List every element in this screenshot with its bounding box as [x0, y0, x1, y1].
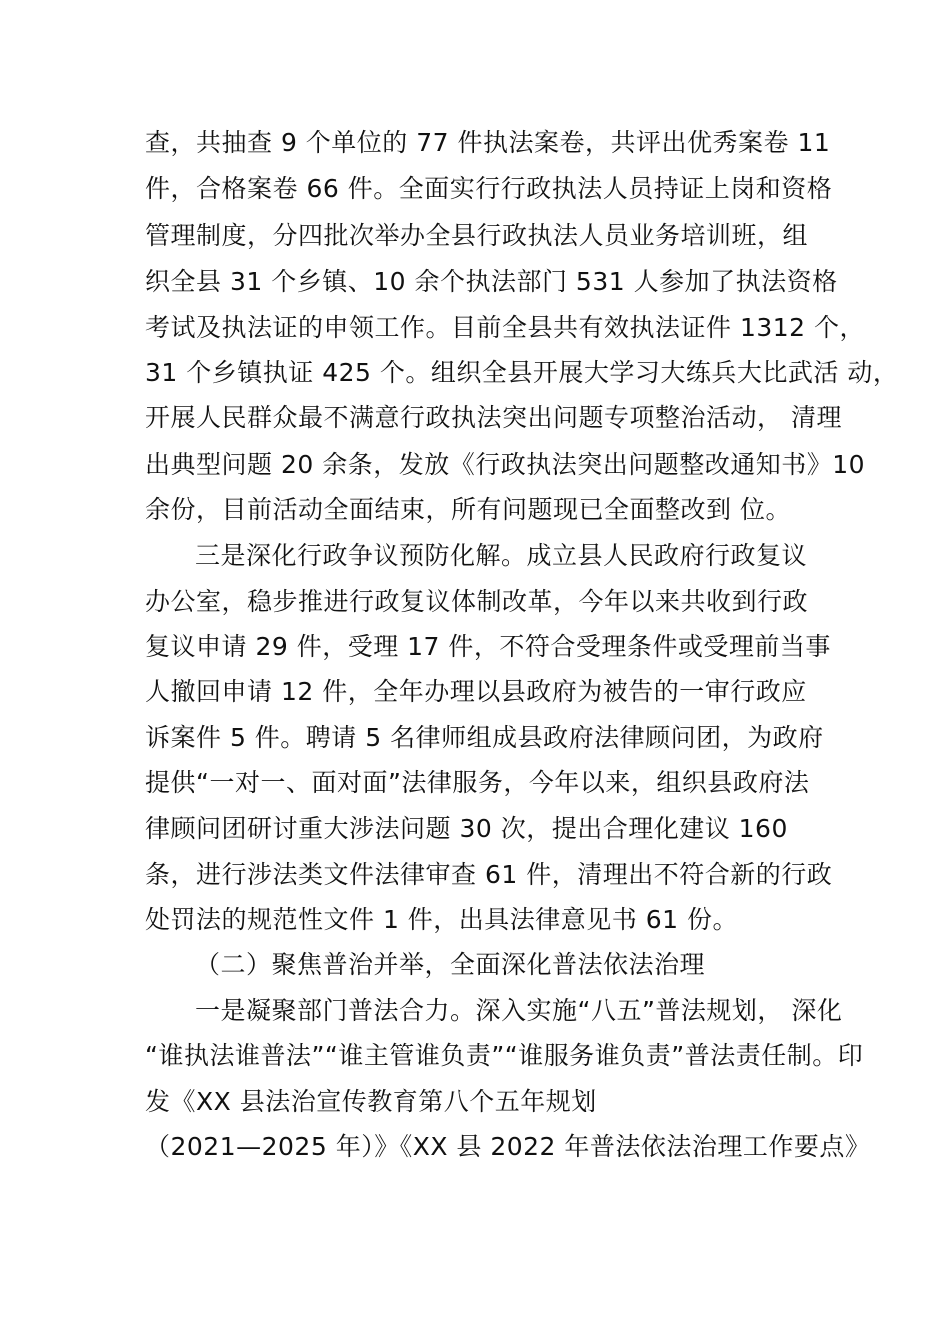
paragraph-line: 织全县 31 个乡镇、10 余个执法部门 531 人参加了执法资格: [145, 267, 838, 296]
paragraph-line: 管理制度，分四批次举办全县行政执法人员业务培训班，组: [145, 221, 809, 250]
paragraph-line: 条，进行涉法类文件法律审查 61 件，清理出不符合新的行政: [145, 860, 833, 889]
paragraph-line: 开展人民群众最不满意行政执法突出问题专项整治活动， 清理: [145, 403, 842, 432]
paragraph-line: （2021—2025 年）》《XX 县 2022 年普法依法治理工作要点》: [145, 1132, 871, 1161]
paragraph-line: 余份，目前活动全面结束，所有问题现已全面整改到 位。: [145, 495, 791, 524]
paragraph-line: 31 个乡镇执证 425 个。组织全县开展大学习大练兵大比武活 动，: [145, 358, 899, 387]
paragraph-line: 考试及执法证的申领工作。目前全县共有效执法证件 1312 个，: [145, 313, 866, 342]
paragraph-line: 发《XX 县法治宣传教育第八个五年规划: [145, 1087, 597, 1116]
paragraph-start-line: 一是凝聚部门普法合力。深入实施“八五”普法规划， 深化: [195, 996, 843, 1025]
paragraph-line: 出典型问题 20 余条，发放《行政执法突出问题整改通知书》10: [145, 450, 866, 479]
paragraph-line: 办公室，稳步推进行政复议体制改革，今年以来共收到行政: [145, 587, 809, 616]
paragraph-line: 提供“一对一、面对面”法律服务，今年以来，组织县政府法: [145, 768, 810, 797]
paragraph-start-line: 三是深化行政争议预防化解。成立县人民政府行政复议: [195, 541, 808, 570]
paragraph-line: 处罚法的规范性文件 1 件，出具法律意见书 61 份。: [145, 905, 739, 934]
paragraph-line: 件，合格案卷 66 件。全面实行行政执法人员持证上岗和资格: [145, 174, 833, 203]
paragraph-line: 复议申请 29 件，受理 17 件，不符合受理条件或受理前当事: [145, 632, 831, 661]
paragraph-line: 人撤回申请 12 件，全年办理以县政府为被告的一审行政应: [145, 677, 807, 706]
section-heading: （二）聚焦普治并举，全面深化普法依法治理: [195, 950, 706, 979]
paragraph-line: 律顾问团研讨重大涉法问题 30 次，提出合理化建议 160: [145, 814, 788, 843]
paragraph-line: 查，共抽查 9 个单位的 77 件执法案卷，共评出优秀案卷 11: [145, 128, 831, 157]
paragraph-line: “谁执法谁普法”“谁主管谁负责”“谁服务谁负责”普法责任制。印: [145, 1041, 864, 1070]
paragraph-line: 诉案件 5 件。聘请 5 名律师组成县政府法律顾问团，为政府: [145, 723, 824, 752]
